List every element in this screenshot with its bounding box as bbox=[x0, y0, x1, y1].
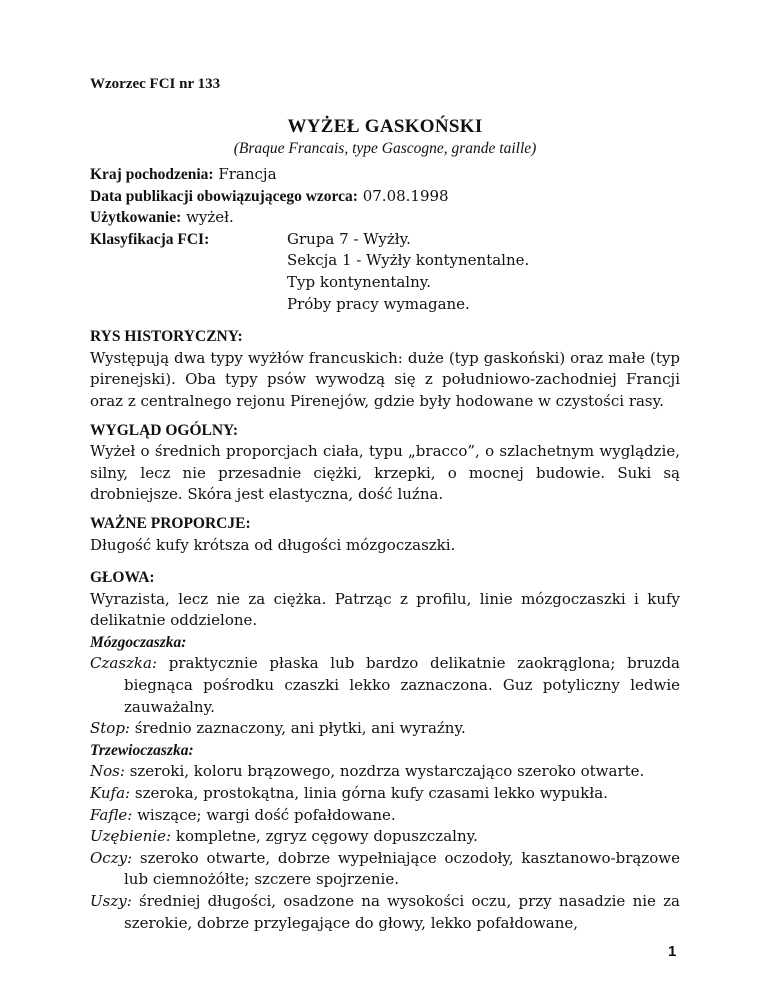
date-value: 07.08.1998 bbox=[362, 186, 449, 205]
eyes-term: Oczy: bbox=[90, 848, 133, 867]
ears-term: Uszy: bbox=[90, 892, 132, 910]
breed-title: WYŻEŁ GASKOŃSKI bbox=[287, 116, 483, 137]
breed-subtitle: (Braque Francais, type Gascogne, grande taille) bbox=[233, 140, 537, 157]
classification-trials: Próby pracy wymagane. bbox=[287, 294, 470, 313]
skull-text: praktycznie płaska lub bardzo delikatnie zaokrąglona; bruzda biegnąca pośrodku czaszki lekko zaznaczona. Guz potyliczny ledwie zauważalny. bbox=[124, 654, 680, 716]
origin-label: Kraj pochodzenia: bbox=[90, 166, 214, 183]
muzzle-term: Kufa: bbox=[90, 784, 131, 803]
use-value: wyżeł. bbox=[186, 208, 234, 227]
cranial-heading: Mózgoczaszka: bbox=[90, 633, 187, 651]
origin-value: Francja bbox=[218, 165, 277, 183]
teeth-text: kompletne, zgryz cęgowy dopuszczalny. bbox=[175, 827, 478, 846]
nose-text: szeroki, koloru brązowego, nozdrza wystarczająco szeroko otwarte. bbox=[129, 762, 645, 781]
flews-text: wiszące; wargi dość pofałdowane. bbox=[137, 805, 396, 824]
proportions-section bbox=[90, 513, 680, 556]
classification-lines bbox=[287, 229, 529, 315]
appearance-heading: WYGLĄD OGÓLNY: bbox=[90, 421, 238, 439]
appearance-section bbox=[90, 420, 680, 506]
ears-text: średniej długości, osadzone na wysokości oczu, przy nasadzie nie za szerokie, dobrze przylegające do głowy, lekko pofałdowane, bbox=[124, 892, 680, 932]
head-heading: GŁOWA: bbox=[90, 569, 155, 587]
origin-line bbox=[90, 164, 680, 186]
document-body bbox=[90, 164, 680, 934]
use-line bbox=[90, 207, 680, 229]
proportions-heading: WAŻNE PROPORCJE: bbox=[90, 514, 251, 532]
history-section bbox=[90, 326, 680, 412]
use-label: Użytkowanie: bbox=[90, 209, 182, 227]
teeth-term: Uzębienie: bbox=[90, 827, 172, 846]
stop-item bbox=[90, 718, 680, 740]
nose-item bbox=[90, 761, 680, 783]
skull-term: Czaszka: bbox=[90, 654, 158, 673]
head-section bbox=[90, 567, 680, 934]
muzzle-item bbox=[90, 783, 680, 805]
standard-number: Wzorzec FCI nr 133 bbox=[90, 76, 221, 92]
eyes-item bbox=[90, 848, 680, 891]
head-text: Wyrazista, lecz nie za ciężka. Patrząc z profilu, linie mózgoczaszki i kufy delikatnie oddzielone. bbox=[90, 589, 680, 630]
proportions-text: Długość kufy krótsza od długości mózgoczaszki. bbox=[90, 535, 456, 554]
stop-text: średnio zaznaczony, ani płytki, ani wyraźny. bbox=[134, 719, 466, 738]
classification-label: Klasyfikacja FCI: bbox=[90, 230, 210, 248]
appearance-text: Wyżeł o średnich proporcjach ciała, typu „bracco”, o szlachetnym wyglądzie, silny, lecz nie przesadnie ciężki, krzepki, o mocnej budowie. Suki są drobniejsze. Skóra jest elastyczna, dość luźna. bbox=[90, 442, 680, 504]
stop-term: Stop: bbox=[90, 719, 130, 738]
flews-term: Fafle: bbox=[90, 805, 133, 824]
flews-item bbox=[90, 805, 680, 827]
date-label: Data publikacji obowiązującego wzorca: bbox=[90, 187, 358, 205]
skull-item bbox=[90, 653, 680, 718]
date-line bbox=[90, 186, 680, 208]
classification-type: Typ kontynentalny. bbox=[287, 272, 432, 291]
page-number: 1 bbox=[668, 943, 677, 960]
classification-group: Grupa 7 - Wyżły. bbox=[287, 229, 411, 248]
classification-section: Sekcja 1 - Wyżły kontynentalne. bbox=[287, 251, 530, 270]
facial-heading: Trzewioczaszka: bbox=[90, 741, 194, 759]
history-text: Występują dwa typy wyżłów francuskich: duże (typ gaskoński) oraz małe (typ pirenejski). Oba typy psów wywodzą się z południowo-zachodniej Francji oraz z centralnego rejonu Pirenejów, gdzie były hodowane w czystości rasy. bbox=[90, 348, 680, 410]
classification-block bbox=[90, 229, 680, 315]
ears-item bbox=[90, 891, 680, 934]
history-heading: RYS HISTORYCZNY: bbox=[90, 328, 243, 346]
nose-term: Nos: bbox=[90, 762, 125, 781]
muzzle-text: szeroka, prostokątna, linia górna kufy czasami lekko wypukła. bbox=[134, 784, 608, 803]
teeth-item bbox=[90, 826, 680, 848]
eyes-text: szeroko otwarte, dobrze wypełniające oczodoły, kasztanowo-brązowe lub ciemnożółte; szczere spojrzenie. bbox=[124, 848, 680, 889]
